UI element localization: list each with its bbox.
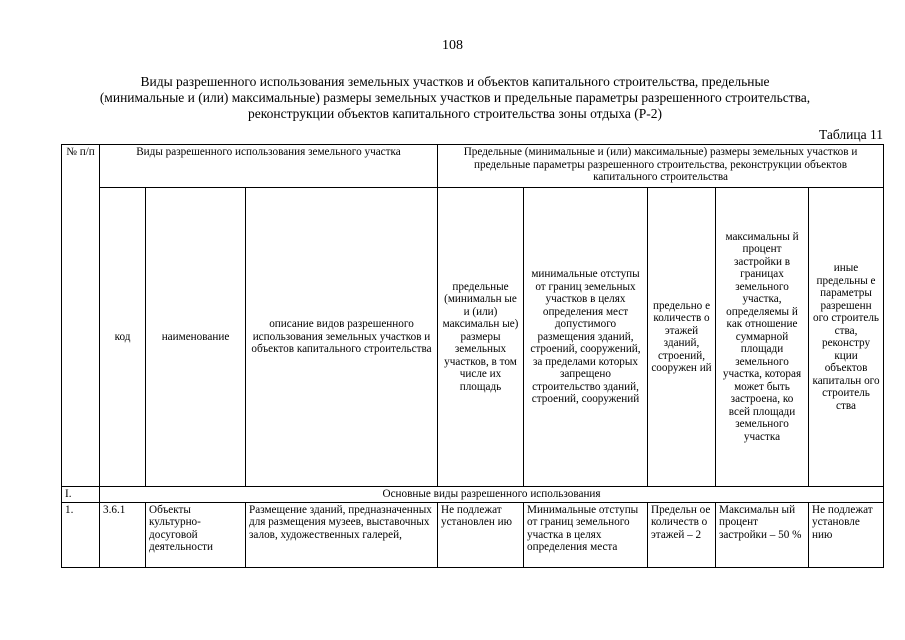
table-subheader-row — [62, 188, 884, 487]
land-use-table — [61, 144, 884, 568]
subheader-name: наименование — [146, 188, 246, 487]
section-label: Основные виды разрешенного использования — [100, 487, 884, 503]
cell-coverage: Максимальн ый процент застройки – 50 % — [716, 502, 809, 567]
subheader-size: предельные (минимальн ые и (или) максимальн ые) размеры земельных участков, в том числе их площадь — [438, 188, 524, 487]
cell-code: 3.6.1 — [100, 502, 146, 567]
subheader-floors: предельно е количеств о этажей зданий, строений, сооружен ий — [648, 188, 716, 487]
page-number: 108 — [442, 38, 463, 53]
subheader-other: иные предельны е параметры разрешенн ого строитель ства, реконстру кции объектов капитальн ого строитель ства — [809, 188, 884, 487]
title-line-2: (минимальные и (или) максимальные) размеры земельных участков и предельные параметры разрешенного строительства, — [99, 90, 811, 105]
header-num: № п/п — [62, 145, 100, 487]
cell-name: Объекты культурно-досуговой деятельности — [146, 502, 246, 567]
subheader-description: описание видов разрешенного использования земельных участков и объектов капитального строительства — [246, 188, 438, 487]
cell-size: Не подлежат установлен ию — [438, 502, 524, 567]
cell-description: Размещение зданий, предназначенных для размещения музеев, выставочных залов, художественных галерей, — [246, 502, 438, 567]
header-types: Виды разрешенного использования земельного участка — [100, 145, 438, 188]
cell-num: 1. — [62, 502, 100, 567]
section-num: I. — [62, 487, 100, 503]
title-line-1: Виды разрешенного использования земельных участков и объектов капитального строительства, предельные — [140, 74, 770, 89]
title-line-3: реконструкции объектов капитального строительства зоны отдыха (Р-2) — [247, 106, 663, 121]
subheader-setbacks: минимальные отступы от границ земельных участков в целях определения мест допустимого размещения зданий, строений, сооружений, за пределами которых запрещено строительство зданий, строений, сооружений — [524, 188, 648, 487]
cell-setbacks: Минимальные отступы от границ земельного участка в целях определения места — [524, 502, 648, 567]
document-title — [40, 74, 870, 122]
subheader-coverage: максимальны й процент застройки в границах земельного участка, определяемы й как отношение суммарной площади земельного участка, которая может быть застроена, ко всей площади земельного участка — [716, 188, 809, 487]
table-label: Таблица 11 — [819, 127, 883, 142]
header-limits: Предельные (минимальные и (или) максимальные) размеры земельных участков и предельные параметры разрешенного строительства, реконструкции объектов капитального строительства — [438, 145, 884, 188]
table-row — [62, 502, 884, 567]
subheader-code: код — [100, 188, 146, 487]
table-header-row — [62, 145, 884, 188]
cell-other: Не подлежат установле нию — [809, 502, 884, 567]
cell-floors: Предельн ое количеств о этажей – 2 — [648, 502, 716, 567]
section-row — [62, 487, 884, 503]
